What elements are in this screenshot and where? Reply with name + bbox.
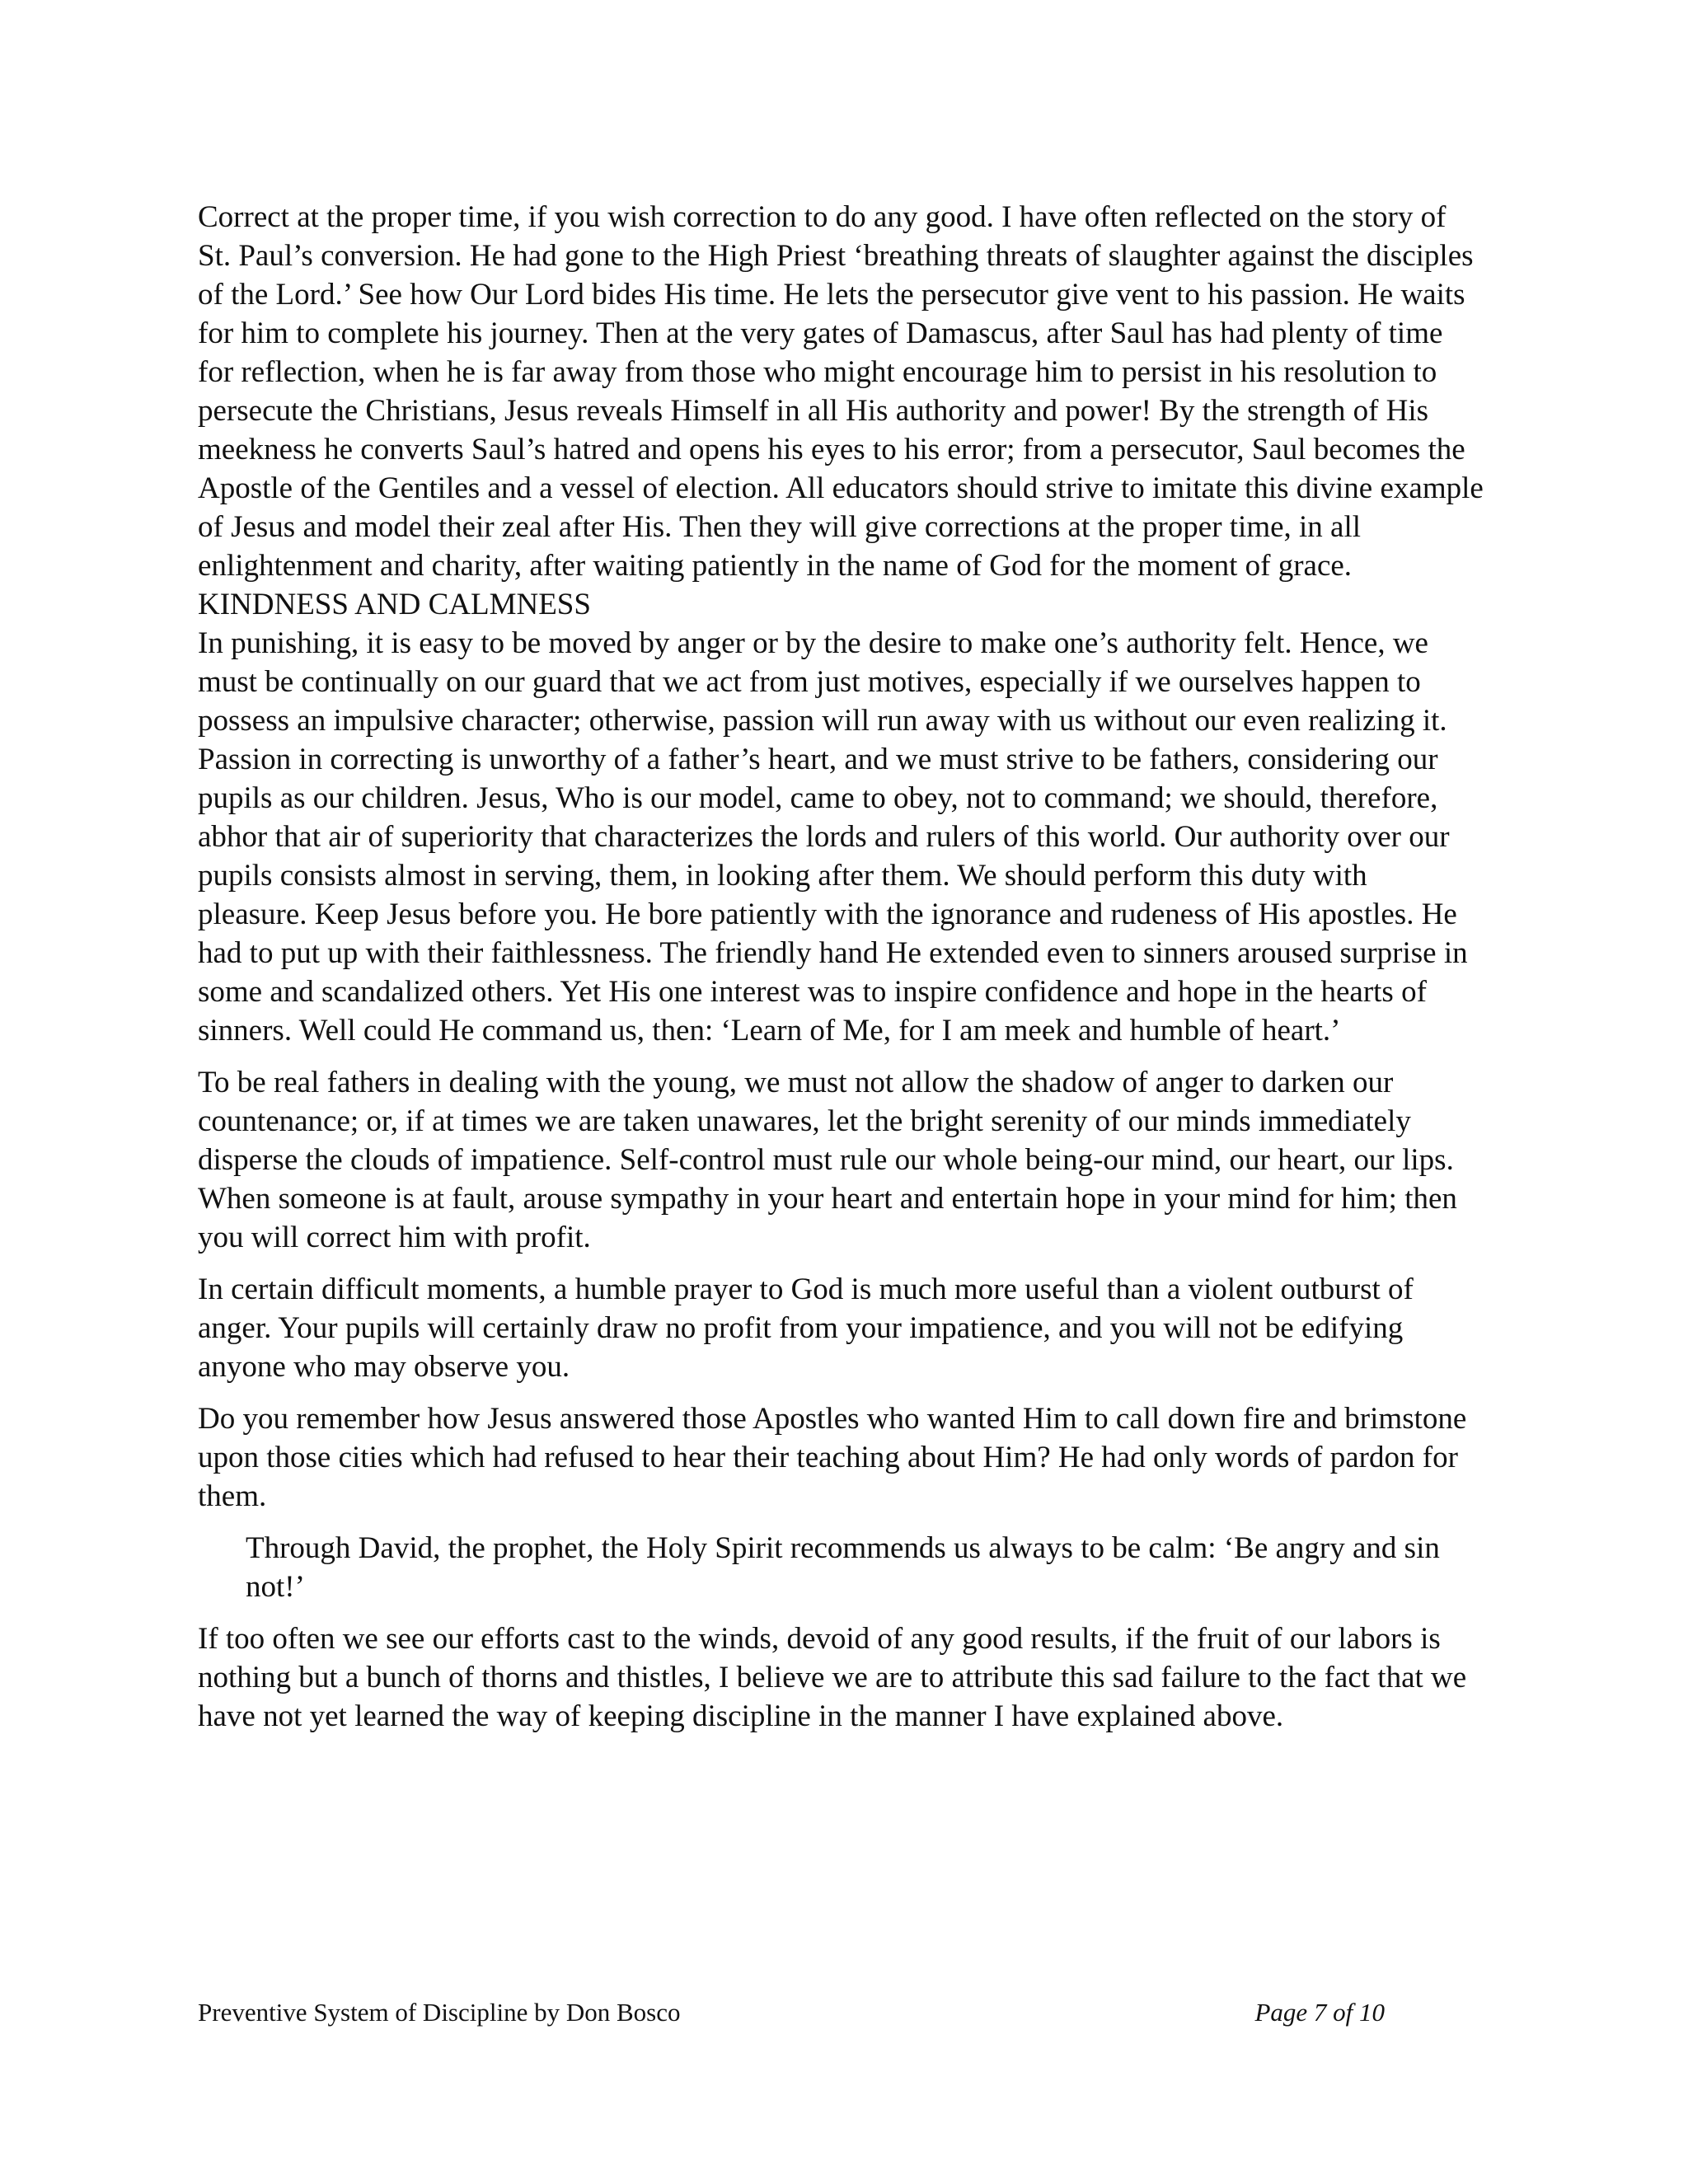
document-body <box>198 198 1484 1736</box>
body-paragraph-4: Do you remember how Jesus answered those Apostles who wanted Him to call down fire and brimstone upon those cities which had refused to hear their teaching about Him? He had only words of pardon for them. <box>198 1402 1467 1513</box>
section-heading: KINDNESS AND CALMNESS <box>198 588 591 621</box>
body-paragraph-1: In punishing, it is easy to be moved by anger or by the desire to make one’s authority felt. Hence, we must be continually on our guard that we act from just motives, especially if we ourselves happen to possess an impulsive character; otherwise, passion will run away with us without our even realizing it. Passion in correcting is unworthy of a father’s heart, and we must strive to be fathers, considering our pupils as our children. Jesus, Who is our model, came to obey, not to command; we should, therefore, abhor that air of superiority that characterizes the lords and rulers of this world. Our authority over our pupils consists almost in serving, them, in looking after them. We should perform this duty with pleasure. Keep Jesus before you. He bore patiently with the ignorance and rudeness of His apostles. He had to put up with their faithlessness. The friendly hand He extended even to sinners aroused surprise in some and scandalized others. Yet His one interest was to inspire confidence and hope in the hearts of sinners. Well could He command us, then: ‘Learn of Me, for I am meek and humble of heart.’ <box>198 626 1468 1047</box>
body-paragraph-3: In certain difficult moments, a humble prayer to God is much more useful than a violent outburst of anger. Your pupils will certainly draw no profit from your impatience, and you will not be edifying anyone who may observe you. <box>198 1272 1414 1384</box>
intro-paragraph: Correct at the proper time, if you wish correction to do any good. I have often reflected on the story of St. Paul’s conversion. He had gone to the High Priest ‘breathing threats of slaughter against the disciples of the Lord.’ See how Our Lord bides His time. He lets the persecutor give vent to his passion. He waits for him to complete his journey. Then at the very gates of Damascus, after Saul has had plenty of time for reflection, when he is far away from those who might encourage him to persist in his resolution to persecute the Christians, Jesus reveals Himself in all His authority and power! By the strength of His meekness he converts Saul’s hatred and opens his eyes to his error; from a persecutor, Saul becomes the Apostle of the Gentiles and a vessel of election. All educators should strive to imitate this divine example of Jesus and model their zeal after His. Then they will give corrections at the proper time, in all enlightenment and charity, after waiting patiently in the name of God for the moment of grace. <box>198 200 1484 583</box>
body-paragraph-2: To be real fathers in dealing with the young, we must not allow the shadow of anger to darken our countenance; or, if at times we are taken unawares, let the bright serenity of our minds immediately disperse the clouds of impatience. Self-control must rule our whole being-our mind, our heart, our lips. When someone is at fault, arouse sympathy in your heart and entertain hope in your mind for him; then you will correct him with profit. <box>198 1066 1457 1254</box>
quote-paragraph: Through David, the prophet, the Holy Spirit recommends us always to be calm: ‘Be angry and sin not!’ <box>246 1531 1440 1604</box>
page-footer <box>198 1996 1385 2029</box>
closing-paragraph: If too often we see our efforts cast to the winds, devoid of any good results, if the fruit of our labors is nothing but a bunch of thorns and thistles, I believe we are to attribute this sad failure to the fact that we have not yet learned the way of keeping discipline in the manner I have explained above. <box>198 1622 1467 1733</box>
footer-page-number: Page 7 of 10 <box>1254 1998 1385 2027</box>
footer-document-title: Preventive System of Discipline by Don Bosco <box>198 1998 681 2027</box>
